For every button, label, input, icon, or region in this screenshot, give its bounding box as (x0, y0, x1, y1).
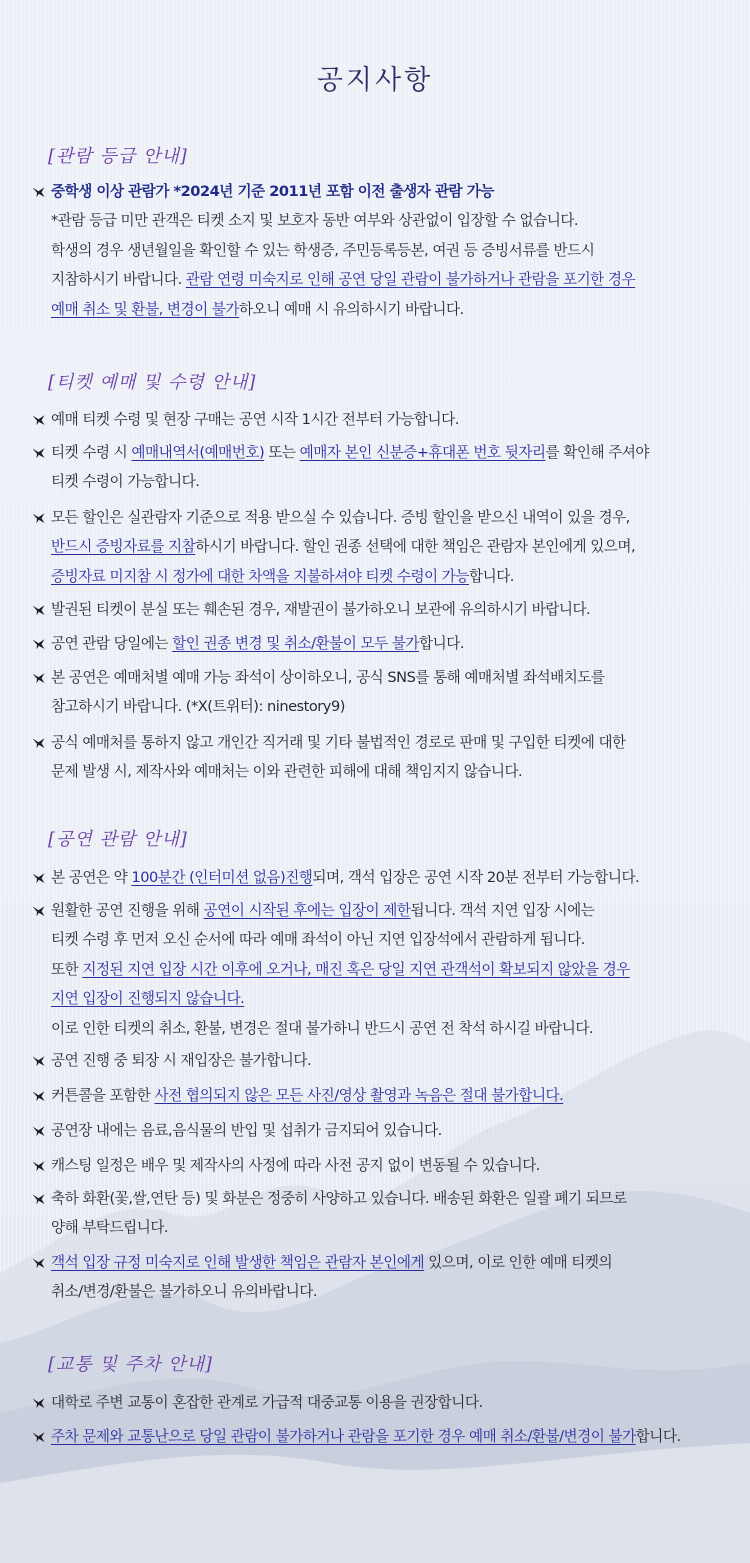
text-segment: 하오니 예매 시 유의하시기 바랍니다. (239, 300, 464, 318)
bird-bullet-icon (32, 905, 45, 917)
text-segment: 를 확인해 주셔야 (545, 444, 649, 461)
item-line (32, 438, 732, 467)
highlighted-text: 증빙자료 미지참 시 정가에 대한 차액을 지불하셔야 티켓 수령이 가능 (51, 567, 469, 585)
item-line (32, 1277, 732, 1306)
highlighted-text: 지정된 지연 입장 시간 이후에 오거나, 매진 혹은 당일 지연 관객석이 확보되지 않았을 경우 (82, 960, 630, 978)
list-item (32, 1184, 732, 1243)
text-segment: 합니다. (419, 635, 464, 652)
text-segment: 모든 할인은 실관람자 기준으로 적용 받으실 수 있습니다. 증빙 할인을 받으신 내역이 있을 경우, (51, 509, 630, 526)
list-item (32, 503, 732, 591)
text-segment: 참고하시기 바랍니다. (*X(트위터): ninestory9) (51, 698, 345, 716)
text-segment: 캐스팅 일정은 배우 및 제작사의 사정에 따라 사전 공지 없이 변동될 수 있습니다. (51, 1157, 540, 1174)
highlighted-text: 예매 취소 및 환불, 변경이 불가 (51, 300, 240, 318)
text-segment: 커튼콜을 포함한 (51, 1087, 155, 1104)
item-line (32, 1422, 732, 1451)
bird-bullet-icon (32, 1125, 45, 1137)
list-item (32, 629, 732, 658)
list-item (32, 1422, 732, 1451)
list-item (32, 1046, 732, 1075)
list-item (32, 896, 732, 1043)
highlighted-text: 공연이 시작된 후에는 입장이 제한 (203, 902, 411, 919)
item-line (32, 467, 732, 496)
text-segment: 있으며, 이로 인한 예매 티켓의 (424, 1254, 613, 1271)
text-segment: 지참하시기 바랍니다. (51, 271, 186, 289)
emphasis-text: 중학생 이상 관람가 *2024년 기준 2011년 포함 이전 출생자 관람 가능 (51, 183, 494, 200)
bird-bullet-icon (32, 604, 45, 616)
bird-bullet-icon (32, 414, 45, 426)
bird-bullet-icon (32, 1431, 45, 1443)
item-line (32, 405, 732, 434)
list-item (32, 1388, 732, 1417)
item-line (32, 1248, 732, 1277)
item-line (32, 1014, 732, 1043)
highlighted-text: 100분간 (인터미션 없음)진행 (131, 869, 313, 886)
bird-bullet-icon (32, 638, 45, 650)
highlighted-text: 반드시 증빙자료를 지참 (51, 538, 196, 556)
text-segment: 공연장 내에는 음료,음식물의 반입 및 섭취가 금지되어 있습니다. (51, 1122, 442, 1139)
text-segment: 되며, 객석 입장은 공연 시작 20분 전부터 가능합니다. (312, 869, 640, 886)
list-item (32, 1248, 732, 1307)
list-item (32, 1081, 732, 1110)
item-line (32, 295, 732, 324)
item-line (32, 863, 732, 892)
text-segment: *관람 등급 미만 관객은 티켓 소지 및 보호자 동반 여부와 상관없이 입장할 수 없습니다. (51, 212, 579, 230)
text-segment: 공연 진행 중 퇴장 시 재입장은 불가합니다. (51, 1052, 312, 1069)
text-segment: 축하 화환(꽃,쌀,연탄 등) 및 화분은 정중히 사양하고 있습니다. 배송된 화환은 일괄 폐기 되므로 (51, 1190, 627, 1207)
text-segment: 공식 예매처를 통하지 않고 개인간 직거래 및 기타 불법적인 경로로 판매 및 구입한 티켓에 대한 (51, 734, 626, 751)
list-item (32, 438, 732, 497)
highlighted-text: 관람 연령 미숙지로 인해 공연 당일 관람이 불가하거나 관람을 포기한 경우 (185, 271, 636, 289)
text-segment: 또는 (264, 444, 300, 461)
item-line (32, 1184, 732, 1213)
section-title-performance: [공연 관람 안내] (48, 829, 188, 850)
text-segment: 대학로 주변 교통이 혼잡한 관계로 가급적 대중교통 이용을 권장합니다. (51, 1394, 483, 1411)
section-title-ticket: [티켓 예매 및 수령 안내] (48, 372, 257, 393)
list-item (32, 405, 732, 434)
text-segment: 원활한 공연 진행을 위해 (51, 902, 204, 919)
text-segment: 문제 발생 시, 제작사와 예매처는 이와 관련한 피해에 대해 책임지지 않습니다. (51, 763, 523, 781)
item-line (32, 728, 732, 757)
bird-bullet-icon (32, 1397, 45, 1409)
text-segment: 예매 티켓 수령 및 현장 구매는 공연 시작 1시간 전부터 가능합니다. (51, 411, 459, 428)
text-segment: 합니다. (635, 1428, 681, 1445)
highlighted-text: 예매내역서(예매번호) (131, 444, 265, 461)
item-line (32, 1046, 732, 1075)
section-title-transport: [교통 및 주차 안내] (48, 1354, 213, 1375)
text-segment: 티켓 수령 후 먼저 오신 순서에 따라 예매 좌석이 아닌 지연 입장석에서 관람하게 됩니다. (51, 931, 585, 949)
item-line (32, 1213, 732, 1242)
list-item (32, 663, 732, 722)
text-segment: 됩니다. 객석 지연 입장 시에는 (410, 902, 595, 919)
item-line (32, 663, 732, 692)
list-item (32, 728, 732, 787)
bird-bullet-icon (32, 1257, 45, 1269)
item-line (32, 177, 732, 206)
item-line (32, 984, 732, 1013)
highlighted-text: 객석 입장 규정 미숙지로 인해 발생한 책임은 관람자 본인에게 (51, 1254, 425, 1271)
list-item (32, 863, 732, 892)
item-line (32, 595, 732, 624)
bird-bullet-icon (32, 1193, 45, 1205)
highlighted-text: 사전 협의되지 않은 모든 사진/영상 촬영과 녹음은 절대 불가합니다. (154, 1087, 564, 1104)
text-segment: 하시기 바랍니다. 할인 권종 선택에 대한 책임은 관람자 본인에게 있으며, (195, 538, 636, 556)
bird-bullet-icon (32, 512, 45, 524)
text-segment: 합니다. (469, 567, 514, 585)
bird-bullet-icon (32, 447, 45, 459)
bird-bullet-icon (32, 1160, 45, 1172)
item-line (32, 562, 732, 591)
bird-bullet-icon (32, 737, 45, 749)
bird-bullet-icon (32, 1055, 45, 1067)
bird-bullet-icon (32, 1090, 45, 1102)
item-line (32, 206, 732, 235)
bird-bullet-icon (32, 186, 45, 198)
text-segment: 티켓 수령 시 (51, 444, 132, 461)
text-segment: 학생의 경우 생년월일을 확인할 수 있는 학생증, 주민등록등본, 여권 등 증빙서류를 반드시 (51, 241, 595, 259)
list-item (32, 595, 732, 624)
item-line (32, 1388, 732, 1417)
text-segment: 티켓 수령이 가능합니다. (51, 473, 200, 491)
list-item (32, 177, 732, 324)
item-line (32, 955, 732, 984)
page-title: 공지사항 (316, 65, 434, 96)
item-line (32, 757, 732, 786)
text-segment: 발권된 티켓이 분실 또는 훼손된 경우, 재발권이 불가하오니 보관에 유의하시기 바랍니다. (51, 601, 591, 618)
highlighted-text: 예매자 본인 신분증+휴대폰 번호 뒷자리 (299, 444, 546, 461)
item-line (32, 1116, 732, 1145)
item-line (32, 692, 732, 721)
text-segment: 또한 (51, 960, 83, 978)
bird-bullet-icon (32, 872, 45, 884)
section-title-rating: [관람 등급 안내] (48, 146, 188, 167)
item-line (32, 629, 732, 658)
text-segment: 공연 관람 당일에는 (51, 635, 173, 652)
highlighted-text: 지연 입장이 진행되지 않습니다. (51, 990, 245, 1008)
list-item (32, 1116, 732, 1145)
list-item (32, 1151, 732, 1180)
highlighted-text: 할인 권종 변경 및 취소/환불이 모두 불가 (172, 635, 420, 652)
highlighted-text: 주차 문제와 교통난으로 당일 관람이 불가하거나 관람을 포기한 경우 예매 취소/환불/변경이 불가 (51, 1428, 636, 1445)
item-line (32, 896, 732, 925)
text-segment: 이로 인한 티켓의 취소, 환불, 변경은 절대 불가하니 반드시 공연 전 착석 하시길 바랍니다. (51, 1019, 594, 1037)
item-line (32, 1081, 732, 1110)
text-segment: 취소/변경/환불은 불가하오니 유의바랍니다. (51, 1283, 318, 1301)
item-line (32, 236, 732, 265)
text-segment: 본 공연은 약 (51, 869, 132, 886)
bird-bullet-icon (32, 672, 45, 684)
item-line (32, 1151, 732, 1180)
item-line (32, 925, 732, 954)
text-segment: 양해 부탁드립니다. (51, 1219, 169, 1237)
item-line (32, 503, 732, 532)
item-line (32, 532, 732, 561)
item-line (32, 265, 732, 294)
text-segment: 본 공연은 예매처별 예매 가능 좌석이 상이하오니, 공식 SNS를 통해 예매처별 좌석배치도를 (51, 669, 605, 686)
